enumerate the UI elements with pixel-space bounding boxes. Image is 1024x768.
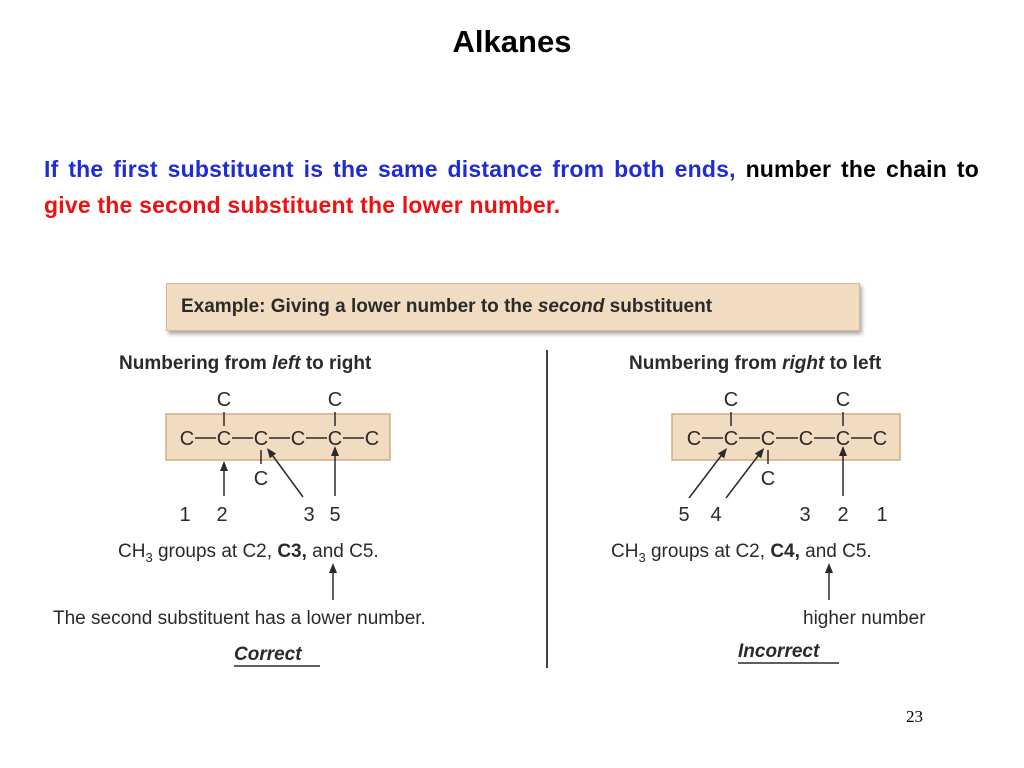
left-branch-c3: C (253, 468, 269, 490)
left-chain-box (166, 414, 390, 460)
left-number: 3 (303, 504, 315, 526)
rule-part-1: If the first substituent is the same distance from both ends, (44, 156, 736, 182)
right-number: 5 (678, 504, 690, 526)
right-groups-text: $CH_3$ groups at C2, C4, and C5. (611, 541, 872, 565)
example-prefix: Example: Giving a lower number to the (181, 296, 533, 317)
left-verdict: Correct (234, 644, 302, 665)
right-verdict: Incorrect (738, 641, 820, 662)
left-heading: Numbering from left to right (119, 353, 372, 374)
left-number: 2 (216, 504, 228, 526)
left-chain-atom: C (253, 428, 269, 450)
right-number: 4 (710, 504, 722, 526)
left-number: 5 (329, 504, 341, 526)
right-branch-c5: C (723, 389, 739, 411)
left-chain-atom: C (216, 428, 232, 450)
left-branch-c5: C (327, 389, 343, 411)
right-chain-atom: C (798, 428, 814, 450)
right-number: 1 (876, 504, 888, 526)
right-chain-atom: C (872, 428, 888, 450)
right-chain-atom: C (835, 428, 851, 450)
left-chain-atom: C (179, 428, 195, 450)
right-branch-c4: C (760, 468, 776, 490)
page-number: 23 (906, 707, 923, 726)
slide-title: Alkanes (452, 24, 572, 59)
left-chain-atom: C (290, 428, 306, 450)
left-panel (53, 353, 426, 666)
left-branch-c2: C (216, 389, 232, 411)
example-emphasis: second (537, 296, 605, 317)
right-chain-atom: C (686, 428, 702, 450)
left-note: The second substituent has a lower number. (53, 608, 426, 629)
right-heading: Numbering from right to left (629, 353, 882, 374)
right-number: 2 (837, 504, 849, 526)
left-chain-atom: C (327, 428, 343, 450)
rule-part-2: number the chain to (745, 156, 980, 182)
right-chain-atom: C (760, 428, 776, 450)
right-chain-atom: C (723, 428, 739, 450)
right-number: 3 (799, 504, 811, 526)
left-chain-atom: C (364, 428, 380, 450)
left-number: 1 (179, 504, 191, 526)
right-chain-box (672, 414, 900, 460)
rule-part-3: give the second substituent the lower number. (44, 192, 561, 218)
example-suffix: substituent (609, 296, 713, 317)
right-note: higher number (803, 608, 926, 629)
right-panel (611, 353, 926, 663)
right-branch-c2: C (835, 389, 851, 411)
left-groups-text: $CH_3$ groups at C2, C3, and C5. (118, 541, 379, 565)
